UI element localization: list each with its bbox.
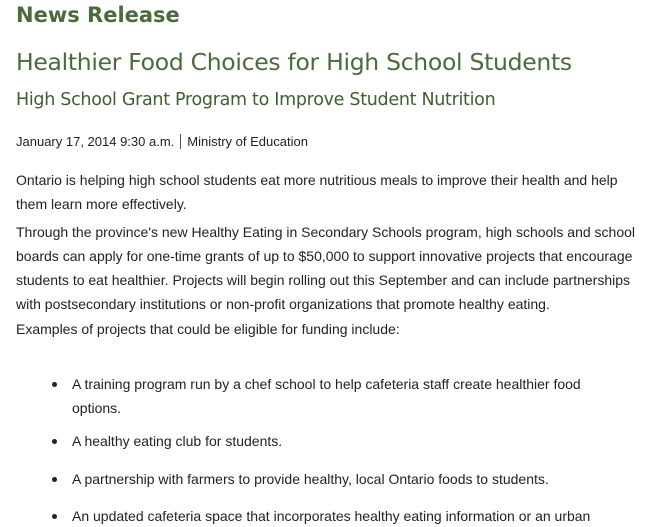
body-paragraph-intro: Ontario is helping high school students eat more nutritious meals to improve their health and help them learn more effectively.: [16, 172, 618, 212]
section-label: News Release: [16, 3, 180, 27]
bullet-icon: [52, 477, 57, 482]
list-item-text: An updated cafeteria space that incorporates healthy eating information or an urban: [72, 508, 591, 524]
body-paragraph-examples: Examples of projects that could be eligible for funding include:: [16, 321, 400, 337]
release-date: January 17, 2014 9:30 a.m.: [16, 134, 175, 149]
list-item-text: A training program run by a chef school to help cafeteria staff create healthier food options.: [72, 376, 581, 416]
meta-divider: [180, 134, 181, 149]
release-meta: [16, 134, 308, 149]
list-item: [52, 467, 612, 491]
list-item-text: A partnership with farmers to provide healthy, local Ontario foods to students.: [72, 471, 549, 487]
ministry-link[interactable]: Ministry of Education: [187, 134, 308, 149]
page-subtitle: High School Grant Program to Improve Student Nutrition: [16, 90, 496, 110]
list-item: [52, 372, 612, 420]
bullet-icon: [52, 382, 57, 387]
list-item: [52, 504, 612, 527]
body-paragraph-program: Through the province's new Healthy Eating in Secondary Schools program, high schools and school boards can apply for one-time grants of up to $50,000 to support innovative projects that encourage students to eat healthier. Projects will begin rolling out this September and can include partnerships with postsecondary institutions or non-profit organizations that promote healthy eating.: [16, 224, 636, 312]
list-item: [52, 429, 612, 453]
list-item-text: A healthy eating club for students.: [72, 433, 283, 449]
bullet-icon: [52, 439, 57, 444]
bullet-icon: [52, 514, 57, 519]
page-title: Healthier Food Choices for High School Students: [16, 48, 572, 76]
